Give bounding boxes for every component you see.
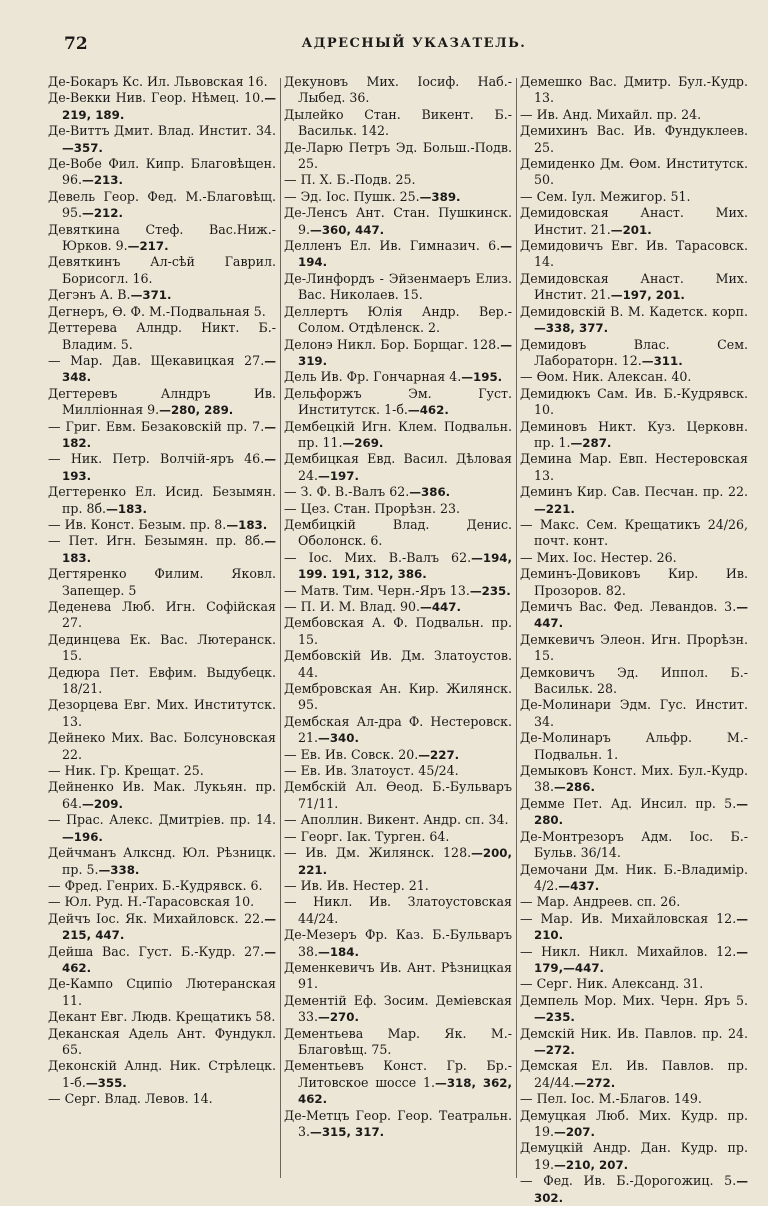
directory-entry: — П. Х. Б.-Подв. 25. (284, 172, 416, 188)
directory-entry: — Цез. Стан. Прорѣзн. 23. (284, 500, 460, 516)
directory-entry: Де-Кампо Сципiо Лютеранская 11. (48, 976, 276, 1008)
directory-entry: — Ив. Конст. Безым. пр. 8.—183. (48, 516, 268, 532)
directory-entry: Демочани Дм. Ник. Б.-Владимiр. 4/2.—437. (520, 861, 748, 893)
directory-entry: Демидовъ Влас. Сем. Лабораторн. 12.—311. (520, 336, 748, 368)
directory-entry: — Ев. Ив. Совск. 20.—227. (284, 746, 460, 762)
directory-entry: — Сем. Іул. Межигор. 51. (520, 188, 691, 204)
directory-entry: — Ник. Петр. Волчiй-яръ 46.—193. (48, 451, 276, 483)
directory-entry: — Пет. Игн. Безымян. пр. 8б.—183. (48, 533, 276, 565)
directory-entry: — Ив. Ив. Нестер. 21. (284, 877, 429, 893)
page-number: 72 (64, 34, 88, 54)
directory-entry: Дельфоржъ Эм. Густ. Институтск. 1-б.—462. (284, 385, 512, 418)
directory-entry: Деминъ Кир. Сав. Песчан. пр. 22.—221. (520, 484, 748, 516)
directory-entry: Де-Линфордъ - Эйзенмаеръ Елиз. Вас. Николаев. 15. (284, 270, 512, 303)
directory-entry: Демидовичъ Евг. Ив. Тарасовск. 14. (520, 238, 748, 270)
directory-entry: Дембовская А. Ф. Подвальн. пр. 15. (284, 615, 512, 647)
directory-entry: Деменкевичъ Ив. Ант. Рѣзницкая 91. (284, 959, 512, 992)
column-3 (520, 74, 748, 1206)
directory-entry: — Никл. Ив. Златоустовская 44/24. (284, 894, 512, 926)
directory-entry: Де-Векки Нив. Геор. Нѣмец. 10.—219, 189. (48, 90, 276, 122)
directory-entry: Дедюра Пет. Евфим. Выдубецк. 18/21. (48, 664, 276, 697)
directory-entry: Дементьева Мар. Як. М.-Благовѣщ. 75. (284, 1025, 512, 1057)
directory-entry: Дементьевъ Конст. Гр. Бр.-Литовское шоссе 1.—318, 362, 462. (284, 1058, 512, 1107)
directory-entry: Де-Вобе Фил. Кипр. Благовѣщен. 96.—213. (48, 156, 276, 188)
directory-entry: Демкевичъ Элеон. Игн. Прорѣзн. 15. (520, 631, 748, 664)
directory-entry: Де-Виттъ Дмит. Влад. Инстит. 34.—357. (48, 123, 276, 155)
directory-entry: Декуновъ Мих. Іосиф. Наб.-Лыбед. 36. (284, 74, 512, 106)
directory-entry: Де-Мезеръ Фр. Каз. Б.-Бульваръ 38.—184. (284, 927, 512, 959)
directory-entry: Демешко Вас. Дмитр. Бул.-Кудр. 13. (520, 74, 748, 106)
directory-entry: Деденева Люб. Игн. Софiйская 27. (48, 599, 276, 631)
directory-entry: Де-Бокаръ Кс. Ил. Львовская 16. (48, 74, 268, 89)
directory-entry: — Серг. Ник. Александ. 31. (520, 976, 704, 992)
directory-entry: Демскiй Ник. Ив. Павлов. пр. 24.—272. (520, 1025, 748, 1057)
directory-entry: — Ник. Гр. Крещат. 25. (48, 763, 204, 779)
directory-entry: Демыковъ Конст. Мих. Бул.-Кудр. 38.—286. (520, 763, 748, 795)
directory-entry: — Ив. Анд. Михайл. пр. 24. (520, 106, 702, 122)
directory-entry: Деканская Адель Ант. Фундукл. 65. (48, 1025, 276, 1057)
directory-entry: — Георг. Іак. Турген. 64. (284, 828, 450, 844)
directory-entry: Де-Монтрезоръ Адм. Іос. Б.-Бульв. 36/14. (520, 828, 748, 861)
directory-entry: Деттерева Алндр. Никт. Б.-Владим. 5. (48, 320, 276, 352)
directory-entry: Дембовскiй Ив. Дм. Златоустов. 44. (284, 648, 512, 680)
directory-entry: Девяткина Стеф. Вас.Ниж.-Юрков. 9.—217. (48, 221, 276, 254)
directory-entry: — Юл. Руд. Н.-Тарасовская 10. (48, 894, 255, 910)
directory-entry: Демме Пет. Ад. Инсил. пр. 5.—280. (520, 795, 748, 828)
directory-entry: Дейненко Ив. Мак. Лукьян. пр. 64.—209. (48, 779, 276, 811)
directory-entry: Де-Молинаръ Альфр. М.-Подвальн. 1. (520, 730, 748, 762)
directory-entry: Демская Ел. Ив. Павлов. пр. 24/44.—272. (520, 1058, 748, 1090)
directory-entry: Демичъ Вас. Фед. Левандов. 3.—447. (520, 599, 748, 631)
directory-entry: Дегтеревъ Алндръ Ив. Миллiонная 9.—280, 289. (48, 385, 276, 418)
directory-entry: Деконскiй Алнд. Ник. Стрѣлецк. 1-б.—355. (48, 1058, 276, 1090)
directory-entry: Дезорцева Евг. Мих. Институтск. 13. (48, 697, 276, 729)
column-2 (284, 74, 512, 1140)
directory-entry: Демидовская Анаст. Мих. Инстит. 21.—201. (520, 205, 748, 237)
directory-entry: Демидюкъ Сам. Ив. Б.-Кудрявск. 10. (520, 385, 748, 418)
directory-entry: Демуцкая Люб. Мих. Кудр. пр. 19.—207. (520, 1107, 748, 1139)
directory-entry: — Никл. Никл. Михайлов. 12.—179,—447. (520, 943, 748, 975)
directory-entry: Демиденко Дм. Ѳом. Институтск. 50. (520, 156, 748, 188)
directory-entry: — Мар. Ив. Михайловская 12.—210. (520, 910, 748, 943)
directory-entry: — Ѳом. Ник. Алексан. 40. (520, 369, 692, 385)
directory-entry: Де-Ларю Петръ Эд. Больш.-Подв. 25. (284, 139, 512, 172)
directory-entry: Дылейко Стан. Викент. Б.-Васильк. 142. (284, 106, 512, 139)
directory-entry: — Ев. Ив. Златоуст. 45/24. (284, 763, 459, 779)
directory-entry: Деллертъ Юлiя Андр. Вер.-Солом. Отдѣленск. 2. (284, 303, 512, 336)
directory-entry: — Серг. Влад. Левов. 14. (48, 1091, 213, 1107)
directory-entry: Делонэ Никл. Бор. Борщаг. 128.—319. (284, 336, 512, 368)
directory-columns (48, 74, 748, 1205)
directory-entry: — Ив. Дм. Жилянск. 128.—200, 221. (284, 845, 512, 877)
directory-entry: — Пел. Іос. М.-Благов. 149. (520, 1091, 702, 1107)
directory-entry: Демихинъ Вас. Ив. Фундуклеев. 25. (520, 123, 748, 155)
directory-entry: Демидовская Анаст. Мих. Инстит. 21.—197, 201. (520, 270, 748, 303)
directory-entry: Дембицкiй Влад. Денис. Оболонск. 6. (284, 516, 512, 549)
running-title: АДРЕСНЫЙ УКАЗАТЕЛЬ. (301, 36, 527, 51)
directory-entry: — Макс. Сем. Крещатикъ 24/26, почт. конт. (520, 516, 748, 549)
directory-entry: Дембская Ал-дра Ф. Нестеровск. 21.—340. (284, 713, 512, 746)
directory-entry: Де-Молинари Эдм. Гус. Инстит. 34. (520, 697, 748, 729)
column-divider (280, 78, 281, 1178)
directory-entry: — Григ. Евм. Безаковскiй пр. 7.—182. (48, 418, 276, 450)
directory-entry: — Матв. Тим. Черн.-Яръ 13.—235. (284, 582, 511, 598)
directory-entry: — Фед. Ив. Б.-Дорогожиц. 5.—302. (520, 1173, 748, 1205)
directory-entry: Дейчманъ Алкснд. Юл. Рѣзницк. пр. 5.—338. (48, 845, 276, 877)
directory-entry: Дегтеренко Ел. Исид. Безымян. пр. 8б.—183. (48, 484, 276, 516)
directory-entry: Декант Евг. Людв. Крещатикъ 58. (48, 1009, 276, 1025)
column-1 (48, 74, 276, 1108)
directory-entry: Девель Геор. Фед. М.-Благовѣщ. 95.—212. (48, 188, 276, 221)
directory-entry: Дембскiй Ал. Ѳеод. Б.-Бульваръ 71/11. (284, 779, 512, 811)
directory-entry: Дегтяренко Филим. Яковл. Запещер. 5 (48, 566, 276, 598)
directory-entry: Деминъ-Довиковъ Кир. Ив. Прозоров. 82. (520, 566, 748, 598)
directory-entry: Демпель Мор. Мих. Черн. Яръ 5.—235. (520, 992, 748, 1025)
directory-entry: — З. Ф. В.-Валъ 62.—386. (284, 484, 451, 500)
directory-entry: Дембицкая Евд. Васил. Дѣловая 24.—197. (284, 451, 512, 483)
directory-entry: — Мар. Андреев. сп. 26. (520, 894, 681, 910)
directory-entry: — П. И. М. Влад. 90.—447. (284, 599, 461, 614)
directory-entry: Дембецкiй Игн. Клем. Подвальн. пр. 11.—269. (284, 418, 512, 450)
directory-entry: — Іос. Мих. В.-Валъ 62.—194, 199. 191, 312, 386. (284, 549, 512, 582)
directory-entry: Демуцкiй Андр. Дан. Кудр. пр. 19.—210, 207. (520, 1140, 748, 1172)
directory-entry: Дегэнъ А. В.—371. (48, 287, 172, 303)
directory-entry: Демидовскiй В. М. Кадетск. корп.—338, 377. (520, 303, 748, 336)
directory-entry: Демина Мар. Евп. Нестеровская 13. (520, 451, 748, 483)
directory-entry: — Мар. Дав. Щекавицкая 27.—348. (48, 352, 276, 385)
directory-entry: Демковичъ Эд. Иппол. Б.-Васильк. 28. (520, 664, 748, 697)
directory-entry: Девяткинъ Ал-сѣй Гаврил. Борисогл. 16. (48, 254, 276, 286)
directory-entry: — Эд. Іос. Пушк. 25.—389. (284, 188, 461, 204)
directory-entry: Дейнеко Мих. Вас. Болсуновская 22. (48, 730, 276, 762)
directory-entry: Дединцева Ек. Вас. Лютеранск. 15. (48, 631, 276, 664)
directory-entry: Деминовъ Никт. Куз. Церковн. пр. 1.—287. (520, 418, 748, 450)
directory-entry: Дементiй Еф. Зосим. Демiевская 33.—270. (284, 992, 512, 1025)
directory-entry: Дембровская Ан. Кир. Жилянск. 95. (284, 681, 512, 713)
directory-entry: Дель Ив. Фр. Гончарная 4.—195. (284, 369, 503, 385)
directory-entry: — Аполлин. Викент. Андр. сп. 34. (284, 812, 509, 828)
directory-entry: Дейша Вас. Густ. Б.-Кудр. 27.—462. (48, 943, 276, 975)
directory-entry: Делленъ Ел. Ив. Гимназич. 6.—194. (284, 238, 512, 270)
directory-entry: Де-Метцъ Геор. Геор. Театральн. 3.—315, 317. (284, 1107, 512, 1139)
directory-entry: — Фред. Генрих. Б.-Кудрявск. 6. (48, 877, 263, 893)
directory-entry: Де-Ленсъ Ант. Стан. Пушкинск. 9.—360, 447. (284, 205, 512, 237)
directory-entry: — Прас. Алекс. Дмитрiев. пр. 14.—196. (48, 812, 276, 844)
column-divider (516, 78, 517, 1178)
directory-entry: Дейчъ Іос. Як. Михайловск. 22.—215, 447. (48, 910, 276, 943)
directory-entry: — Мих. Іос. Нестер. 26. (520, 549, 677, 565)
directory-entry: Дегнеръ, Ѳ. Ф. М.-Подвальная 5. (48, 303, 266, 319)
